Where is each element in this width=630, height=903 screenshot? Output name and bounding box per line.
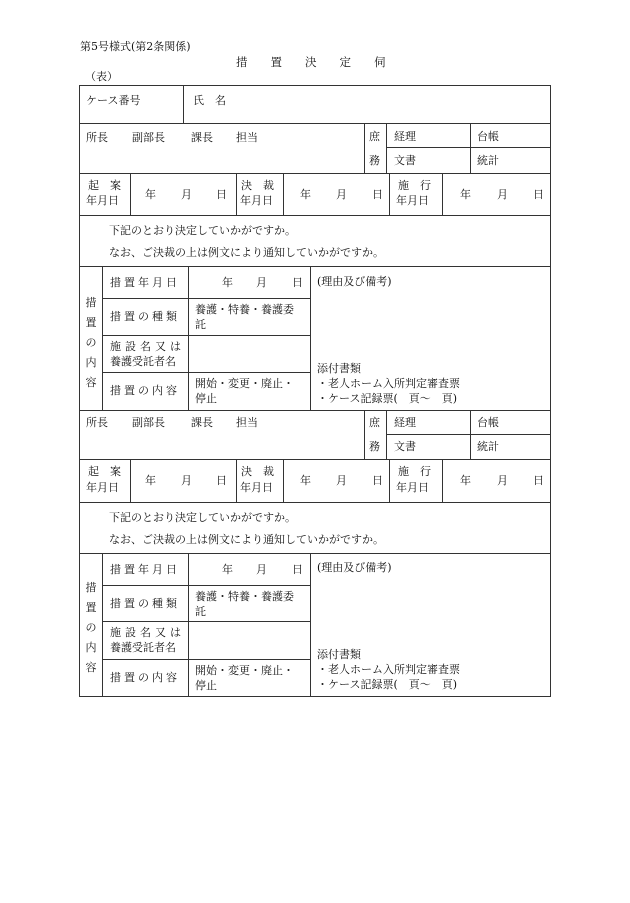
- measure-type-label: 措置の種類: [110, 597, 180, 610]
- decision-date-label-2: 年月日: [240, 481, 273, 494]
- role-section-chief: 課長: [191, 131, 213, 144]
- decision-month: 月: [336, 188, 347, 201]
- side-label: （表）: [85, 70, 118, 83]
- measure-date-day: 日: [292, 276, 303, 289]
- measure-content-value-2: 停止: [195, 679, 217, 692]
- attachment-2: ・ケース記録票( 頁～ 頁): [317, 392, 458, 405]
- role-section-chief: 課長: [191, 416, 213, 429]
- enforce-date-label: 施 行: [398, 179, 431, 192]
- dept-accounting: 経理: [394, 416, 416, 429]
- enforce-date-label: 施 行: [398, 465, 431, 478]
- measure-type-value-1: 養護・特養・養護委: [195, 303, 294, 316]
- role-staff: 担当: [236, 416, 258, 429]
- measure-content-label: 措置の内容: [110, 671, 180, 684]
- measure-content-value-2: 停止: [195, 392, 217, 405]
- draft-year: 年: [145, 188, 156, 201]
- draft-date-label: 起 案: [88, 179, 121, 192]
- measure-date-label: 措置年月日: [110, 276, 180, 289]
- attachments-label: 添付書類: [317, 362, 361, 375]
- dept-documents: 文書: [394, 440, 416, 453]
- message-line-1: 下記のとおり決定していかがですか。: [109, 224, 296, 237]
- measure-type-value-2: 託: [195, 605, 206, 618]
- attachments-label: 添付書類: [317, 648, 361, 661]
- measure-content-value-1: 開始・変更・廃止・: [195, 377, 294, 390]
- attachment-1: ・老人ホーム入所判定審査票: [317, 377, 460, 390]
- draft-month: 月: [181, 188, 192, 201]
- role-director: 所長: [86, 131, 108, 144]
- enforce-month: 月: [497, 474, 508, 487]
- enforce-day: 日: [533, 474, 544, 487]
- facility-label-2: 養護受託者名: [110, 641, 176, 654]
- measure-date-month: 月: [256, 563, 267, 576]
- measure-type-value-2: 託: [195, 318, 206, 331]
- draft-date-label-2: 年月日: [86, 481, 119, 494]
- form-number: 第5号様式(第2条関係): [80, 40, 191, 53]
- decision-month: 月: [336, 474, 347, 487]
- draft-date-label: 起 案: [88, 465, 121, 478]
- dept-accounting: 経理: [394, 130, 416, 143]
- enforce-date-label-2: 年月日: [396, 481, 429, 494]
- draft-day: 日: [216, 474, 227, 487]
- measure-content-label: 措置の内容: [110, 384, 180, 397]
- measure-date-year: 年: [222, 563, 233, 576]
- dept-ledger: 台帳: [477, 416, 499, 429]
- attachment-2: ・ケース記録票( 頁～ 頁): [317, 678, 458, 691]
- draft-day: 日: [216, 188, 227, 201]
- page-title: 措 置 決 定 伺: [236, 55, 386, 69]
- draft-month: 月: [181, 474, 192, 487]
- measure-date-day: 日: [292, 563, 303, 576]
- dept-char-2: 務: [369, 154, 380, 167]
- decision-year: 年: [300, 474, 311, 487]
- dept-char-2: 務: [369, 440, 380, 453]
- draft-year: 年: [145, 474, 156, 487]
- measure-type-label: 措置の種類: [110, 310, 180, 323]
- name-label: 氏 名: [193, 94, 226, 107]
- enforce-month: 月: [497, 188, 508, 201]
- dept-statistics: 統計: [477, 154, 499, 167]
- dept-char-1: 庶: [369, 416, 380, 429]
- measure-date-month: 月: [256, 276, 267, 289]
- measure-type-value-1: 養護・特養・養護委: [195, 590, 294, 603]
- facility-label-1: 施設名又は: [110, 626, 185, 639]
- enforce-date-label-2: 年月日: [396, 194, 429, 207]
- facility-label-2: 養護受託者名: [110, 355, 176, 368]
- message-line-2: なお、ご決裁の上は例文により通知していかがですか。: [109, 533, 384, 546]
- dept-statistics: 統計: [477, 440, 499, 453]
- decision-date-label: 決 裁: [241, 465, 274, 478]
- measure-content-value-1: 開始・変更・廃止・: [195, 664, 294, 677]
- facility-label-1: 施設名又は: [110, 340, 185, 353]
- dept-char-1: 庶: [369, 130, 380, 143]
- enforce-year: 年: [460, 474, 471, 487]
- enforce-year: 年: [460, 188, 471, 201]
- case-number-label: ケース番号: [86, 94, 141, 107]
- message-line-2: なお、ご決裁の上は例文により通知していかがですか。: [109, 246, 384, 259]
- dept-documents: 文書: [394, 154, 416, 167]
- dept-ledger: 台帳: [477, 130, 499, 143]
- remarks-label: (理由及び備考): [317, 561, 392, 574]
- decision-date-label-2: 年月日: [240, 194, 273, 207]
- role-deputy: 副部長: [132, 131, 165, 144]
- message-line-1: 下記のとおり決定していかがですか。: [109, 511, 296, 524]
- measure-date-label: 措置年月日: [110, 563, 180, 576]
- measures-side-label: 措 置 の 内 容: [85, 296, 97, 389]
- role-staff: 担当: [236, 131, 258, 144]
- measure-date-year: 年: [222, 276, 233, 289]
- decision-date-label: 決 裁: [241, 179, 274, 192]
- decision-year: 年: [300, 188, 311, 201]
- enforce-day: 日: [533, 188, 544, 201]
- decision-day: 日: [372, 474, 383, 487]
- measures-side-label: 措 置 の 内 容: [85, 581, 97, 674]
- draft-date-label-2: 年月日: [86, 194, 119, 207]
- role-director: 所長: [86, 416, 108, 429]
- decision-day: 日: [372, 188, 383, 201]
- attachment-1: ・老人ホーム入所判定審査票: [317, 663, 460, 676]
- role-deputy: 副部長: [132, 416, 165, 429]
- remarks-label: (理由及び備考): [317, 275, 392, 288]
